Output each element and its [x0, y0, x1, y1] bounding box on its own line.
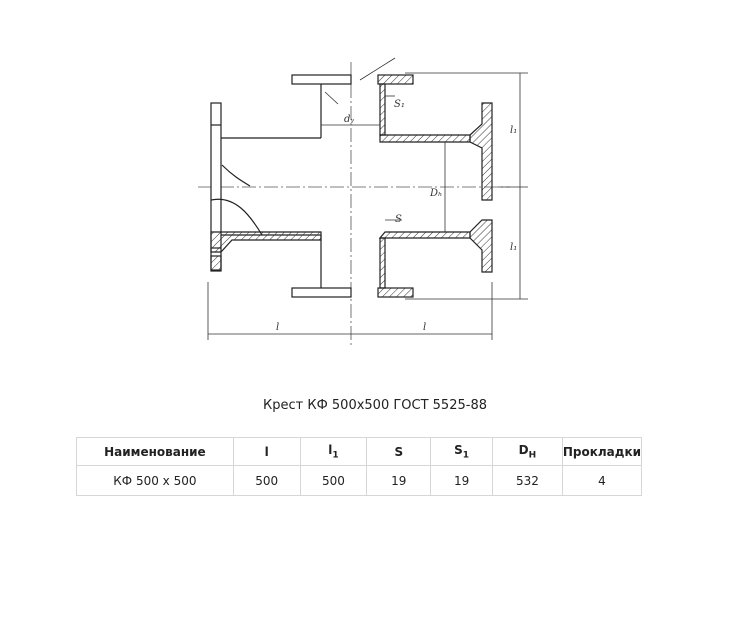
table-row: [77, 466, 642, 496]
table-header-row: [77, 438, 642, 466]
header-l1-main: l: [328, 442, 333, 457]
dimension-lines: [208, 58, 528, 340]
header-s1: [431, 438, 493, 466]
left-half-body: [211, 75, 351, 297]
specification-table: [76, 437, 642, 496]
header-name: Наименование: [77, 438, 234, 466]
header-l1-sub: 1: [332, 450, 339, 461]
label-l-left: l: [276, 322, 280, 333]
header-s: S: [367, 438, 431, 466]
right-half-section: [211, 75, 492, 297]
label-s1: S₁: [394, 99, 405, 110]
cell-s1: 19: [431, 466, 493, 496]
label-l1-top: l₁: [510, 125, 518, 136]
cell-dh: 532: [492, 466, 562, 496]
label-l1-bottom: l₁: [510, 242, 518, 253]
label-d-h: Dₕ: [430, 188, 443, 199]
header-s1-sub: 1: [462, 450, 470, 461]
cell-name: КФ 500 х 500: [77, 466, 234, 496]
cell-gaskets: 4: [562, 466, 641, 496]
cell-s: 19: [367, 466, 431, 496]
label-l-right: l: [423, 322, 427, 333]
header-gaskets: Прокладки: [562, 438, 641, 466]
label-d-y: dᵧ: [344, 114, 355, 125]
header-l1: [300, 438, 367, 466]
drawing-caption: Крест КФ 500х500 ГОСТ 5525-88: [263, 398, 487, 413]
cell-l: 500: [233, 466, 300, 496]
center-lines: [198, 62, 510, 345]
header-dh-main: D: [518, 442, 529, 457]
header-dh: [492, 438, 562, 466]
header-l: l: [233, 438, 300, 466]
cell-l1: 500: [300, 466, 367, 496]
label-s: S: [395, 214, 402, 225]
header-s1-main: S: [454, 442, 463, 457]
header-dh-sub: H: [528, 450, 537, 461]
